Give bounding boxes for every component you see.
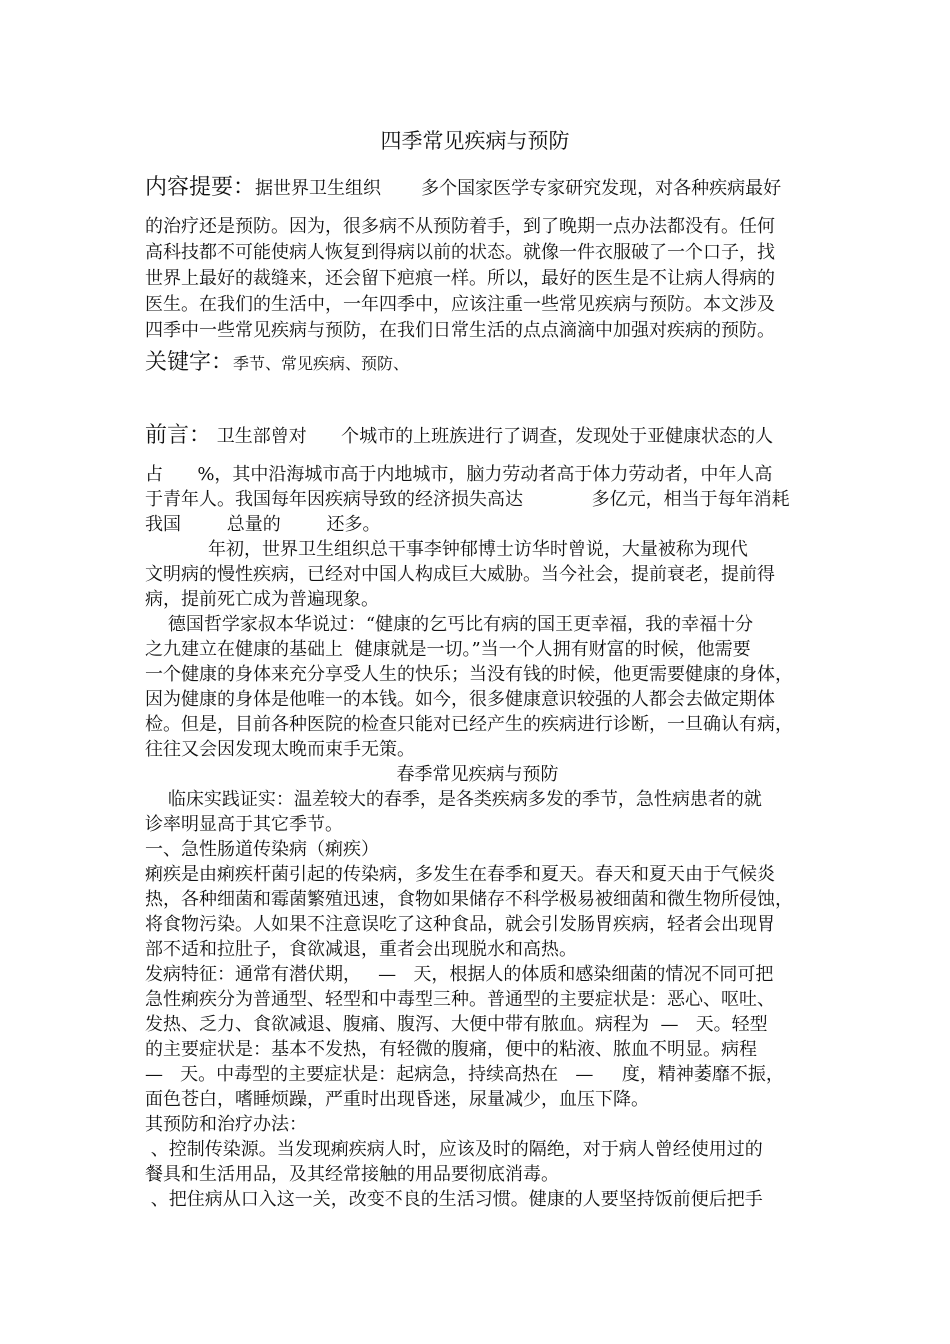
abstract-label: 内容提要：: [145, 175, 256, 200]
abstract-line: 四季中一些常见疾病与预防，在我们日常生活的点点滴滴中加强对疾病的预防。: [145, 320, 775, 341]
spring-line: 发热、乏力、食欲减退、腹痛、腹泻、大便中带有脓血。病程为 — 天。轻型: [145, 1014, 768, 1035]
spring-line: 诊率明显高于其它季节。: [145, 814, 343, 835]
abstract-first-line: [145, 177, 810, 200]
spring-line: 部不适和拉肚子，食欲减退，重者会出现脱水和高热。: [145, 939, 577, 960]
spring-line: 将食物污染。人如果不注意误吃了这种食品，就会引发肠胃疾病，轻者会出现胃: [145, 914, 775, 935]
spring-line: — 天。中毒型的主要症状是：起病急，持续高热在 — 度，精神萎靡不振，: [145, 1064, 784, 1085]
document-title: 四季常见疾病与预防: [380, 129, 570, 153]
preface-line: 我国 总量的 还多。: [145, 514, 381, 535]
spring-line: 面色苍白，嗜睡烦躁，严重时出现昏迷，尿量减少，血压下降。: [145, 1089, 649, 1110]
spring-line: 、把住病从口入这一关，改变不良的生活习惯。健康的人要坚持饭前便后把手: [145, 1189, 763, 1210]
preface-line: 之九建立在健康的基础上 健康就是一切。”当一个人拥有财富的时候，他需要: [145, 639, 751, 660]
preface-line: 因为健康的身体是他唯一的本钱。如今，很多健康意识较强的人都会去做定期体: [145, 689, 775, 710]
preface-line: 德国哲学家叔本华说过：“健康的乞丐比有病的国王更幸福，我的幸福十分: [145, 614, 754, 635]
spring-line: 发病特征：通常有潜伏期， — 天，根据人的体质和感染细菌的情况不同可把: [145, 964, 774, 985]
preface-line: 检。但是，目前各种医院的检查只能对已经产生的疾病进行诊断，一旦确认有病，: [145, 714, 793, 735]
preface-first-line: [145, 425, 810, 448]
preface-line: 占 %，其中沿海城市高于内地城市，脑力劳动者高于体力劳动者，中年人高: [145, 464, 773, 485]
spring-line: 、控制传染源。当发现痢疾病人时，应该及时的隔绝，对于病人曾经使用过的: [145, 1139, 763, 1160]
spring-line: 临床实践证实：温差较大的春季，是各类疾病多发的季节，急性病患者的就: [145, 789, 762, 810]
preface-line: 往往又会因发现太晚而束手无策。: [145, 739, 415, 760]
spring-line: 急性痢疾分为普通型、轻型和中毒型三种。普通型的主要症状是：恶心、呕吐、: [145, 989, 775, 1010]
spring-line: 的主要症状是：基本不发热，有轻微的腹痛，便中的粘液、脓血不明显。病程: [145, 1039, 757, 1060]
preface-line: 于青年人。我国每年因疾病导致的经济损失高达 多亿元，相当于每年消耗: [145, 489, 790, 510]
spring-line: 一、急性肠道传染病（痢疾）: [145, 839, 379, 860]
abstract-line: 据世界卫生组织 多个国家医学专家研究发现，对各种疾病最好: [255, 178, 782, 199]
preface-line: 年初，世界卫生组织总干事李钟郁博士访华时曾说，大量被称为现代: [145, 539, 748, 560]
spring-line: 餐具和生活用品，及其经常接触的用品要彻底消毒。: [145, 1164, 559, 1185]
section-heading-spring: 春季常见疾病与预防: [396, 764, 559, 785]
spring-line: 痢疾是由痢疾杆菌引起的传染病，多发生在春季和夏天。春天和夏天由于气候炎: [145, 864, 775, 885]
keywords-text: 季节、常见疾病、预防、: [233, 354, 410, 373]
preface-line: 卫生部曾对 个城市的上班族进行了调查，发现处于亚健康状态的人: [211, 426, 774, 447]
abstract-line: 医生。在我们的生活中，一年四季中，应该注重一些常见疾病与预防。本文涉及: [145, 294, 775, 315]
preface-line: 病，提前死亡成为普遍现象。: [145, 589, 379, 610]
keywords-line: [145, 352, 810, 375]
spring-line: 热，各种细菌和霉菌繁殖迅速，食物如果储存不科学极易被细菌和微生物所侵蚀，: [145, 889, 793, 910]
keywords-label: 关键字：: [145, 350, 234, 375]
spring-line: 其预防和治疗办法：: [145, 1114, 307, 1135]
abstract-line: 的治疗还是预防。因为，很多病不从预防着手，到了晚期一点办法都没有。任何: [145, 216, 775, 237]
preface-label: 前言：: [145, 423, 212, 448]
preface-line: 文明病的慢性疾病，已经对中国人构成巨大威胁。当今社会，提前衰老，提前得: [145, 564, 775, 585]
preface-line: 一个健康的身体来充分享受人生的快乐；当没有钱的时候，他更需要健康的身体，: [145, 664, 793, 685]
abstract-line: 世界上最好的裁缝来，还会留下疤痕一样。所以，最好的医生是不让病人得病的: [145, 268, 775, 289]
abstract-line: 高科技都不可能使病人恢复到得病以前的状态。就像一件衣服破了一个口子，找: [145, 242, 775, 263]
